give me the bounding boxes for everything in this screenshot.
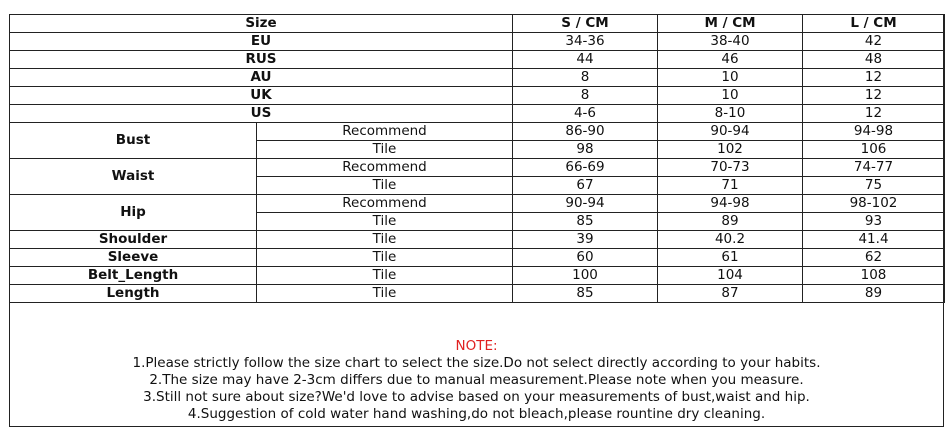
row-label-uk: UK: [10, 87, 513, 105]
cell-l: 75: [803, 177, 945, 195]
sub-label-tile: Tile: [257, 141, 513, 159]
header-row: [10, 15, 945, 33]
table-row: [10, 105, 945, 123]
row-label-bust: Bust: [10, 123, 257, 159]
row-label-hip: Hip: [10, 195, 257, 231]
row-label-shoulder: Shoulder: [10, 231, 257, 249]
cell-s: 98: [513, 141, 658, 159]
cell-m: 70-73: [658, 159, 803, 177]
cell-s: 8: [513, 87, 658, 105]
sub-label-tile: Tile: [257, 285, 513, 303]
cell-s: 8: [513, 69, 658, 87]
cell-s: 34-36: [513, 33, 658, 51]
row-label-us: US: [10, 105, 513, 123]
cell-l: 12: [803, 69, 945, 87]
table-row: [10, 249, 945, 267]
cell-m: 8-10: [658, 105, 803, 123]
sub-label-tile: Tile: [257, 231, 513, 249]
table-row: [10, 51, 945, 69]
row-label-au: AU: [10, 69, 513, 87]
header-m: M / CM: [658, 15, 803, 33]
sub-label-recommend: Recommend: [257, 159, 513, 177]
sub-label-tile: Tile: [257, 177, 513, 195]
cell-s: 4-6: [513, 105, 658, 123]
cell-l: 89: [803, 285, 945, 303]
cell-s: 100: [513, 267, 658, 285]
table-row: [10, 285, 945, 303]
cell-m: 46: [658, 51, 803, 69]
cell-m: 94-98: [658, 195, 803, 213]
cell-s: 66-69: [513, 159, 658, 177]
cell-l: 12: [803, 87, 945, 105]
table-row: [10, 69, 945, 87]
sub-label-recommend: Recommend: [257, 123, 513, 141]
row-label-rus: RUS: [10, 51, 513, 69]
header-size: Size: [10, 15, 513, 33]
cell-l: 108: [803, 267, 945, 285]
table-row: [10, 267, 945, 285]
cell-s: 90-94: [513, 195, 658, 213]
cell-s: 39: [513, 231, 658, 249]
cell-m: 10: [658, 69, 803, 87]
cell-l: 42: [803, 33, 945, 51]
cell-l: 48: [803, 51, 945, 69]
sub-label-tile: Tile: [257, 267, 513, 285]
row-label-waist: Waist: [10, 159, 257, 195]
cell-m: 104: [658, 267, 803, 285]
size-chart-sheet: [9, 14, 944, 427]
cell-l: 98-102: [803, 195, 945, 213]
cell-l: 94-98: [803, 123, 945, 141]
cell-s: 86-90: [513, 123, 658, 141]
sub-label-tile: Tile: [257, 213, 513, 231]
row-label-belt-length: Belt_Length: [10, 267, 257, 285]
cell-s: 85: [513, 285, 658, 303]
cell-m: 61: [658, 249, 803, 267]
header-l: L / CM: [803, 15, 945, 33]
table-row: [10, 33, 945, 51]
note-line-2: 2.The size may have 2-3cm differs due to manual measurement.Please note when you measure.: [149, 372, 804, 388]
cell-l: 74-77: [803, 159, 945, 177]
notes-section: [10, 338, 943, 423]
table-row: [10, 159, 945, 177]
cell-m: 40.2: [658, 231, 803, 249]
note-title: NOTE:: [455, 338, 498, 354]
cell-m: 10: [658, 87, 803, 105]
cell-l: 106: [803, 141, 945, 159]
size-chart-table: [9, 14, 945, 303]
cell-m: 102: [658, 141, 803, 159]
table-row: [10, 195, 945, 213]
sub-label-recommend: Recommend: [257, 195, 513, 213]
cell-l: 12: [803, 105, 945, 123]
note-line-4: 4.Suggestion of cold water hand washing,do not bleach,please rountine dry cleaning.: [187, 406, 766, 422]
table-row: [10, 123, 945, 141]
note-line-1: 1.Please strictly follow the size chart to select the size.Do not select directly according to your habits.: [132, 355, 821, 371]
cell-l: 41.4: [803, 231, 945, 249]
cell-m: 89: [658, 213, 803, 231]
cell-s: 67: [513, 177, 658, 195]
row-label-eu: EU: [10, 33, 513, 51]
row-label-length: Length: [10, 285, 257, 303]
cell-m: 90-94: [658, 123, 803, 141]
cell-l: 93: [803, 213, 945, 231]
row-label-sleeve: Sleeve: [10, 249, 257, 267]
cell-l: 62: [803, 249, 945, 267]
cell-m: 38-40: [658, 33, 803, 51]
sub-label-tile: Tile: [257, 249, 513, 267]
note-line-3: 3.Still not sure about size?We'd love to advise based on your measurements of bust,waist and hip.: [143, 389, 810, 405]
table-row: [10, 87, 945, 105]
cell-m: 87: [658, 285, 803, 303]
header-s: S / CM: [513, 15, 658, 33]
table-row: [10, 231, 945, 249]
cell-s: 44: [513, 51, 658, 69]
cell-s: 60: [513, 249, 658, 267]
cell-s: 85: [513, 213, 658, 231]
cell-m: 71: [658, 177, 803, 195]
